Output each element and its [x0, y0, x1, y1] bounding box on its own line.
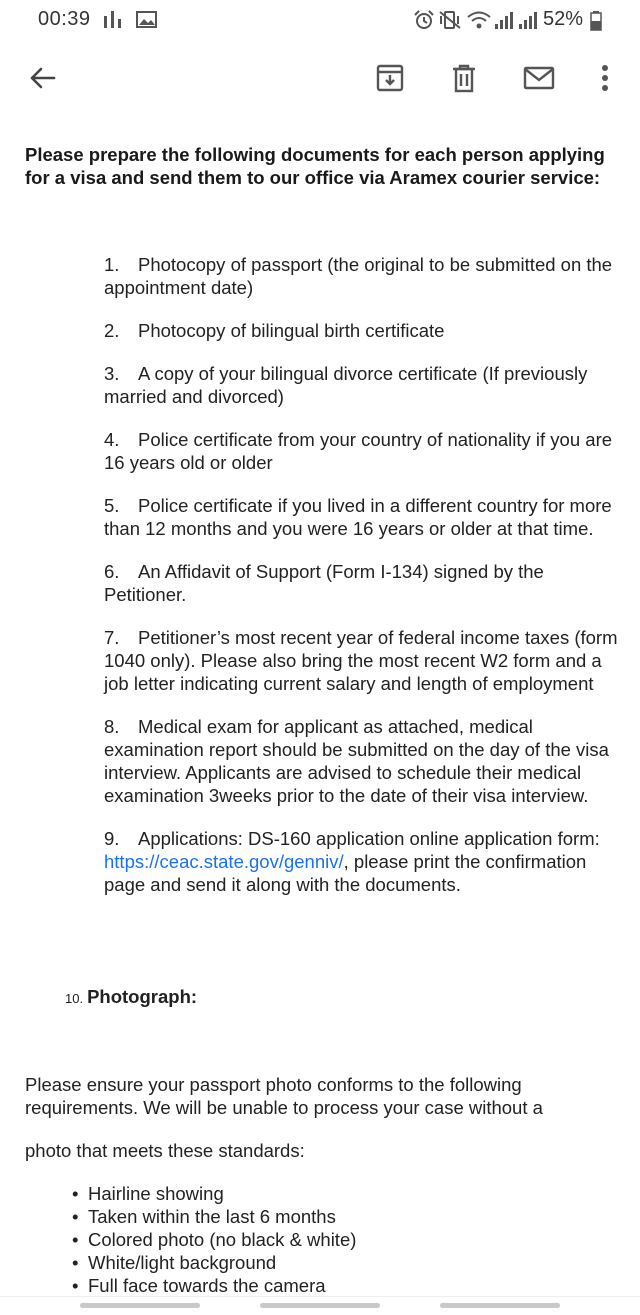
signal-icon-2 — [518, 10, 540, 35]
status-bar — [0, 0, 640, 40]
list-item-photograph: 10. Photograph: — [65, 986, 198, 1007]
trash-icon — [449, 63, 479, 98]
alarm-icon — [413, 10, 435, 35]
envelope-icon — [523, 65, 555, 96]
bottom-bar — [0, 1296, 640, 1315]
ceac-link[interactable]: https://ceac.state.gov/genniv/ — [104, 851, 344, 872]
delete-button[interactable] — [444, 60, 484, 100]
list-item: • Colored photo (no black & white) — [72, 1229, 357, 1250]
nav-handle[interactable] — [440, 1303, 560, 1308]
list-item: • Taken within the last 6 months — [72, 1206, 336, 1227]
nav-handle[interactable] — [80, 1303, 200, 1308]
photo-requirements-text-2: photo that meets these standards: — [25, 1140, 305, 1161]
image-icon — [136, 10, 158, 35]
email-intro: Please prepare the following documents for each person applying for a visa and send them to our office via Aramex courier service: — [25, 144, 605, 188]
archive-icon — [375, 63, 405, 98]
list-item: 6. An Affidavit of Support (Form I-134) signed by the Petitioner. — [104, 561, 544, 605]
photo-requirements-list — [72, 1182, 572, 1297]
battery-icon — [590, 11, 602, 36]
list-item: 4. Police certificate from your country of nationality if you are 16 years old or older — [104, 429, 613, 473]
list-item: 2. Photocopy of bilingual birth certificate — [104, 320, 445, 341]
arrow-back-icon — [28, 66, 56, 95]
list-item: • Full face towards the camera — [72, 1275, 326, 1296]
back-button[interactable] — [22, 60, 62, 100]
photo-requirements-text: Please ensure your passport photo conforms to the following requirements. We will be unable to process your case without a — [25, 1074, 543, 1118]
signal-icon — [494, 10, 516, 35]
more-vertical-icon — [601, 64, 609, 97]
list-item: • White/light background — [72, 1252, 277, 1273]
list-item: 1. Photocopy of passport (the original to be submitted on the appointment date) — [104, 254, 613, 298]
battery-percent: 52% — [543, 8, 584, 30]
equalizer-icon — [103, 10, 125, 35]
list-item: 7. Petitioner’s most recent year of federal income taxes (form 1040 only). Please also bring the most recent W2 form and a job letter indicating current salary and length of employment — [104, 627, 618, 694]
list-item: 5. Police certificate if you lived in a different country for more than 12 months and you were 16 years or older at that time. — [104, 495, 612, 539]
app-bar — [0, 50, 640, 110]
vibrate-mute-icon — [438, 10, 462, 35]
wifi-icon — [466, 10, 492, 35]
list-item: 8. Medical exam for applicant as attached, medical examination report should be submitted on the day of the visa interview. Applicants are advised to schedule their medical examination 3weeks prior to the date of their visa interview. — [104, 716, 609, 806]
more-options-button[interactable] — [585, 60, 625, 100]
list-item: 3. A copy of your bilingual divorce certificate (If previously married and divorced) — [104, 363, 588, 407]
nav-handle[interactable] — [260, 1303, 380, 1308]
list-item: 9. Applications: DS-160 application online application form: https://ceac.state.gov/genniv/, please print the confirmation page and send it along with the documents. — [104, 828, 600, 895]
mark-unread-button[interactable] — [519, 60, 559, 100]
list-item: • Hairline showing — [72, 1183, 224, 1204]
status-time: 00:39 — [38, 8, 91, 30]
document-list — [104, 253, 619, 916]
archive-button[interactable] — [370, 60, 410, 100]
